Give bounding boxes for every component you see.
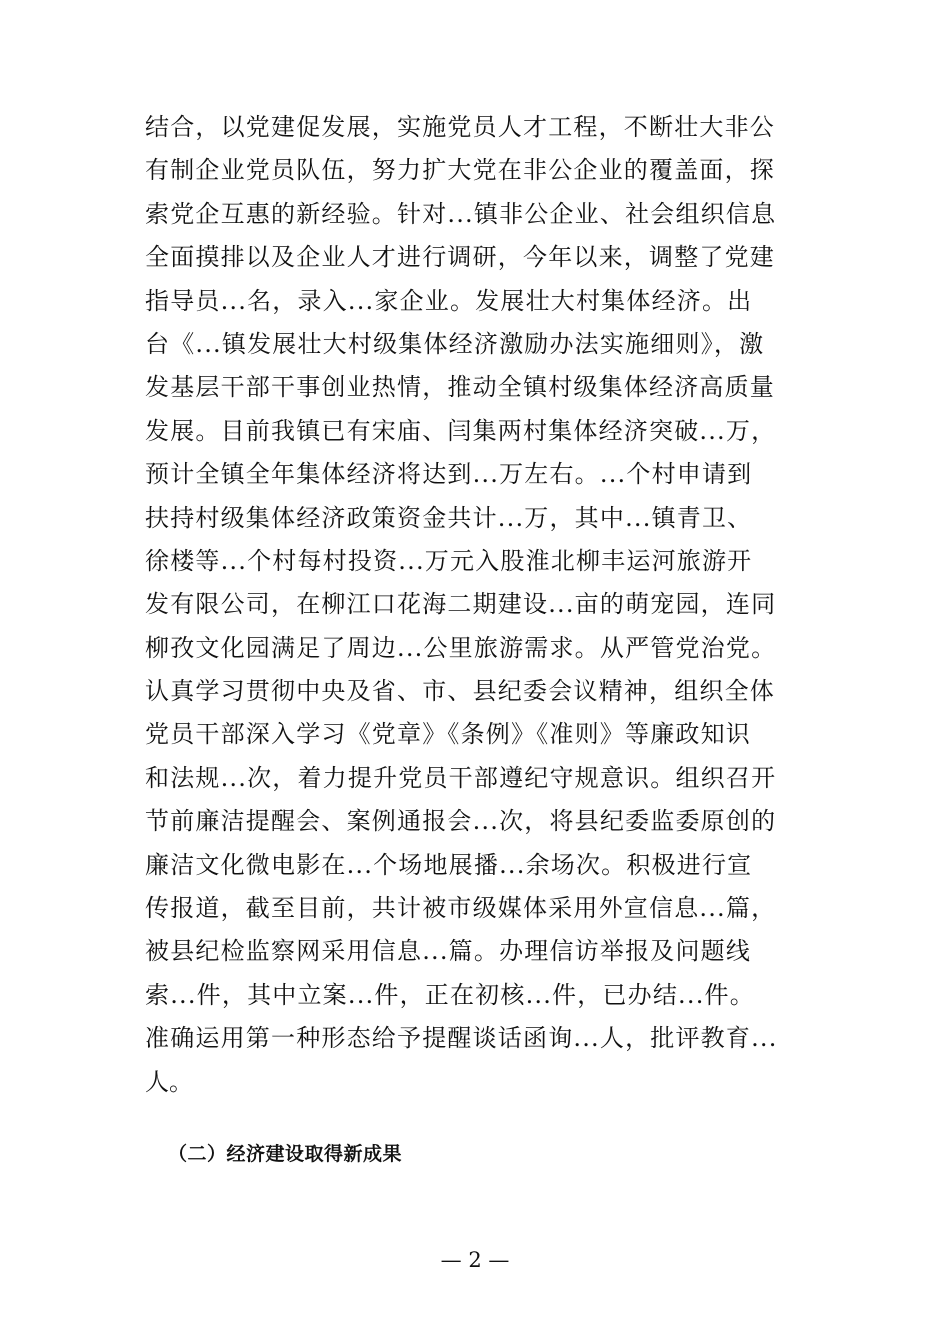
paragraph-line: 准确运用第一种形态给予提醒谈话函询...人，批评教育... — [145, 1024, 778, 1053]
paragraph-line: 被县纪检监察网采用信息...篇。办理信访举报及问题线 — [145, 937, 752, 966]
paragraph-line: 索党企互惠的新经验。针对...镇非公企业、社会组织信息 — [145, 199, 777, 228]
paragraph-line: 扶持村级集体经济政策资金共计...万，其中...镇青卫、 — [145, 503, 753, 532]
body-paragraph — [145, 106, 825, 1104]
section-heading: （二）经济建设取得新成果 — [168, 1143, 403, 1165]
paragraph-line: 认真学习贯彻中央及省、市、县纪委会议精神，组织全体 — [145, 677, 775, 706]
paragraph-line: 节前廉洁提醒会、案例通报会...次，将县纪委监委原创的 — [145, 807, 777, 836]
paragraph-line: 预计全镇全年集体经济将达到...万左右。...个村申请到 — [145, 460, 753, 489]
paragraph-line: 全面摸排以及企业人才进行调研，今年以来，调整了党建 — [145, 243, 775, 272]
paragraph-line: 结合，以党建促发展，实施党员人才工程，不断壮大非公 — [145, 113, 775, 141]
paragraph-line: 徐楼等...个村每村投资...万元入股淮北柳丰运河旅游开 — [145, 546, 753, 575]
paragraph-line: 发展。目前我镇已有宋庙、闫集两村集体经济突破...万， — [145, 416, 777, 445]
paragraph-line: 有制企业党员队伍，努力扩大党在非公企业的覆盖面，探 — [145, 156, 775, 185]
paragraph-line: 索...件，其中立案...件，正在初核...件，已办结...件。 — [145, 980, 755, 1009]
page-number: — 2 — — [440, 1248, 510, 1272]
paragraph-line: 指导员...名，录入...家企业。发展壮大村集体经济。出 — [145, 286, 753, 315]
paragraph-line: 廉洁文化微电影在...个场地展播...余场次。积极进行宣 — [145, 850, 753, 879]
paragraph-line: 柳孜文化园满足了周边...公里旅游需求。从严管党治党。 — [145, 633, 777, 662]
paragraph-line: 发有限公司，在柳江口花海二期建设...亩的萌宠园，连同 — [145, 590, 777, 619]
paragraph-line: 和法规...次，着力提升党员干部遵纪守规意识。组织召开 — [145, 763, 777, 792]
paragraph-line: 台《...镇发展壮大村级集体经济激励办法实施细则》，激 — [145, 329, 765, 358]
paragraph-line: 传报道，截至目前，共计被市级媒体采用外宣信息...篇， — [145, 894, 777, 923]
paragraph-line: 人。 — [145, 1067, 193, 1096]
paragraph-line: 党员干部深入学习《党章》《条例》《准则》等廉政知识 — [145, 720, 751, 749]
paragraph-line: 发基层干部干事创业热情，推动全镇村级集体经济高质量 — [145, 373, 775, 402]
